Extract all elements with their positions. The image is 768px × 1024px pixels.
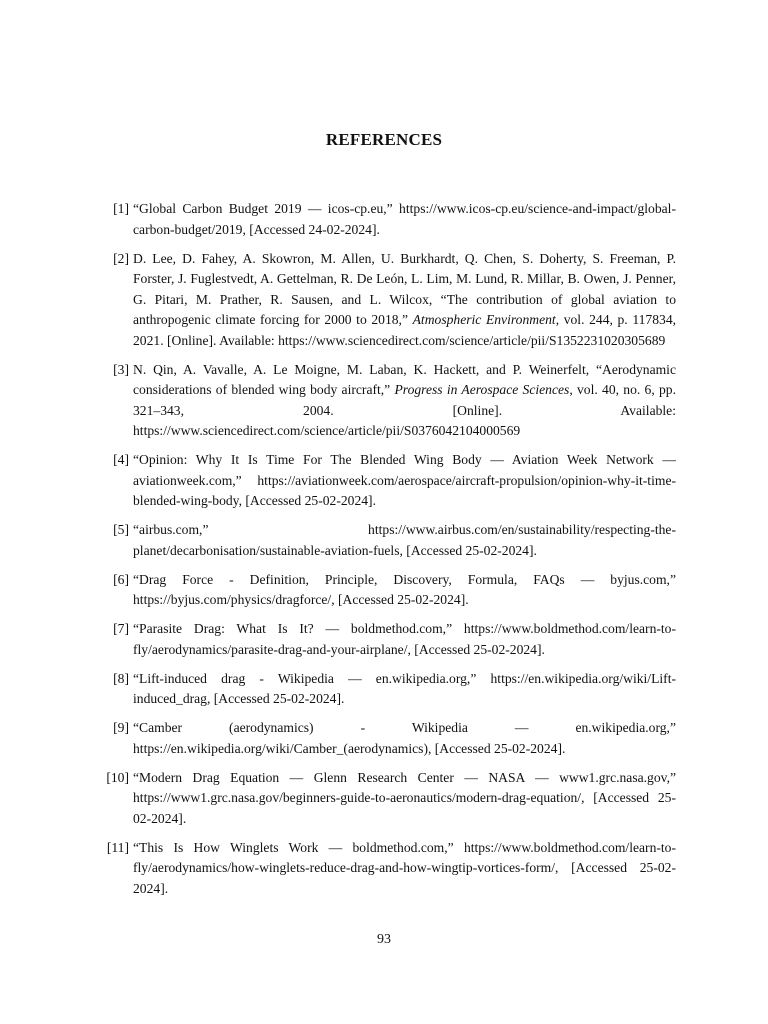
- reference-list: [96, 199, 676, 908]
- journal-title: Atmospheric Environment: [412, 312, 556, 327]
- reference-number: [7]: [113, 621, 129, 636]
- reference-text-part: , vol. 244, p. 117834, 2021. [Online]. Available: https://www.sciencedirect.com/science/article/pii/S1352231020305689: [133, 312, 677, 348]
- reference-text-part: “airbus.com,” https://www.airbus.com/en/sustainability/respecting-the-planet/decarbonisation/sustainable-aviation-fuels, [Accessed 25-02-2024].: [133, 522, 676, 558]
- reference-text: [133, 669, 676, 710]
- reference-text-part: “Drag Force - Definition, Principle, Discovery, Formula, FAQs — byjus.com,” https://byjus.com/physics/dragforce/, [Accessed 25-02-2024].: [133, 571, 676, 607]
- reference-text-part: “Parasite Drag: What Is It? — boldmethod.com,” https://www.boldmethod.com/learn-to-fly/aerodynamics/parasite-drag-and-your-airplane/, [Accessed 25-02-2024].: [133, 621, 676, 657]
- reference-text-part: N. Qin, A. Vavalle, A. Le Moigne, M. Laban, K. Hackett, and P. Weinerfelt, “Aerodynamic considerations of blended wing body aircraft,”: [133, 361, 676, 397]
- reference-item: [96, 838, 676, 900]
- reference-number: [4]: [113, 452, 129, 467]
- journal-title: Progress in Aerospace Sciences: [394, 382, 570, 397]
- reference-text: [133, 768, 676, 830]
- reference-item: [96, 768, 676, 830]
- reference-text-part: D. Lee, D. Fahey, A. Skowron, M. Allen, U. Burkhardt, Q. Chen, S. Doherty, S. Freeman, P. Forster, J. Fuglestvedt, A. Gettelman, R. De León, L. Lim, M. Lund, R. Millar, B. Owen, J. Penner, G. Pitari, M. Prather, R. Sausen, and L. Wilcox, “The contribution of global aviation to anthropogenic climate forcing for 2000 to 2018,”: [133, 250, 676, 327]
- reference-text-part: “Modern Drag Equation — Glenn Research Center — NASA — www1.grc.nasa.gov,” https://www1.grc.nasa.gov/beginners-guide-to-aeronautics/modern-drag-equation/, [Accessed 25-02-2024].: [133, 769, 676, 826]
- reference-number: [5]: [113, 522, 129, 537]
- reference-text: [133, 718, 676, 759]
- reference-item: [96, 520, 676, 561]
- reference-text: [133, 450, 676, 512]
- reference-item: [96, 570, 676, 611]
- reference-text: [133, 360, 676, 442]
- reference-text: [133, 520, 676, 561]
- reference-item: [96, 718, 676, 759]
- reference-text-part: “Camber (aerodynamics) - Wikipedia — en.wikipedia.org,” https://en.wikipedia.org/wiki/Camber_(aerodynamics), [Accessed 25-02-2024].: [133, 720, 676, 756]
- reference-text: [133, 619, 676, 660]
- reference-item: [96, 669, 676, 710]
- page-number: 93: [377, 932, 391, 947]
- reference-item: [96, 360, 676, 442]
- reference-number: [8]: [113, 670, 129, 686]
- reference-text-part: , vol. 40, no. 6, pp. 321–343, 2004. [Online]. Available: https://www.sciencedirect.com/science/article/pii/S0376042104000569: [133, 382, 676, 438]
- reference-number: [6]: [113, 571, 129, 587]
- reference-number: [3]: [113, 361, 129, 377]
- reference-text-part: “Global Carbon Budget 2019 — icos-cp.eu,” https://www.icos-cp.eu/science-and-impact/global-carbon-budget/2019, [Accessed 24-02-2024].: [133, 201, 676, 237]
- reference-text: [133, 570, 676, 611]
- reference-number: [2]: [113, 250, 129, 266]
- reference-item: [96, 450, 676, 512]
- reference-text: [133, 249, 676, 352]
- reference-item: [96, 249, 676, 352]
- reference-number: [1]: [113, 201, 129, 216]
- reference-text: [133, 838, 676, 900]
- reference-item: [96, 619, 676, 660]
- reference-number: [11]: [106, 839, 129, 855]
- reference-text-part: “This Is How Winglets Work — boldmethod.com,” https://www.boldmethod.com/learn-to-fly/aerodynamics/how-winglets-reduce-drag-and-how-wingtip-vortices-form/, [Accessed 25-02-2024].: [133, 839, 676, 896]
- reference-number: [9]: [113, 720, 129, 735]
- reference-number: [10]: [106, 769, 129, 785]
- reference-text-part: “Opinion: Why It Is Time For The Blended Wing Body — Aviation Week Network — aviationweek.com,” https://aviationweek.com/aerospace/aircraft-propulsion/opinion-why-it-time-blended-wing-body, [Accessed 25-02-2024].: [133, 452, 676, 508]
- page-title: REFERENCES: [325, 130, 443, 149]
- reference-text: [133, 199, 676, 240]
- reference-item: [96, 199, 676, 240]
- reference-text-part: “Lift-induced drag - Wikipedia — en.wikipedia.org,” https://en.wikipedia.org/wiki/Lift-induced_drag, [Accessed 25-02-2024].: [133, 670, 676, 706]
